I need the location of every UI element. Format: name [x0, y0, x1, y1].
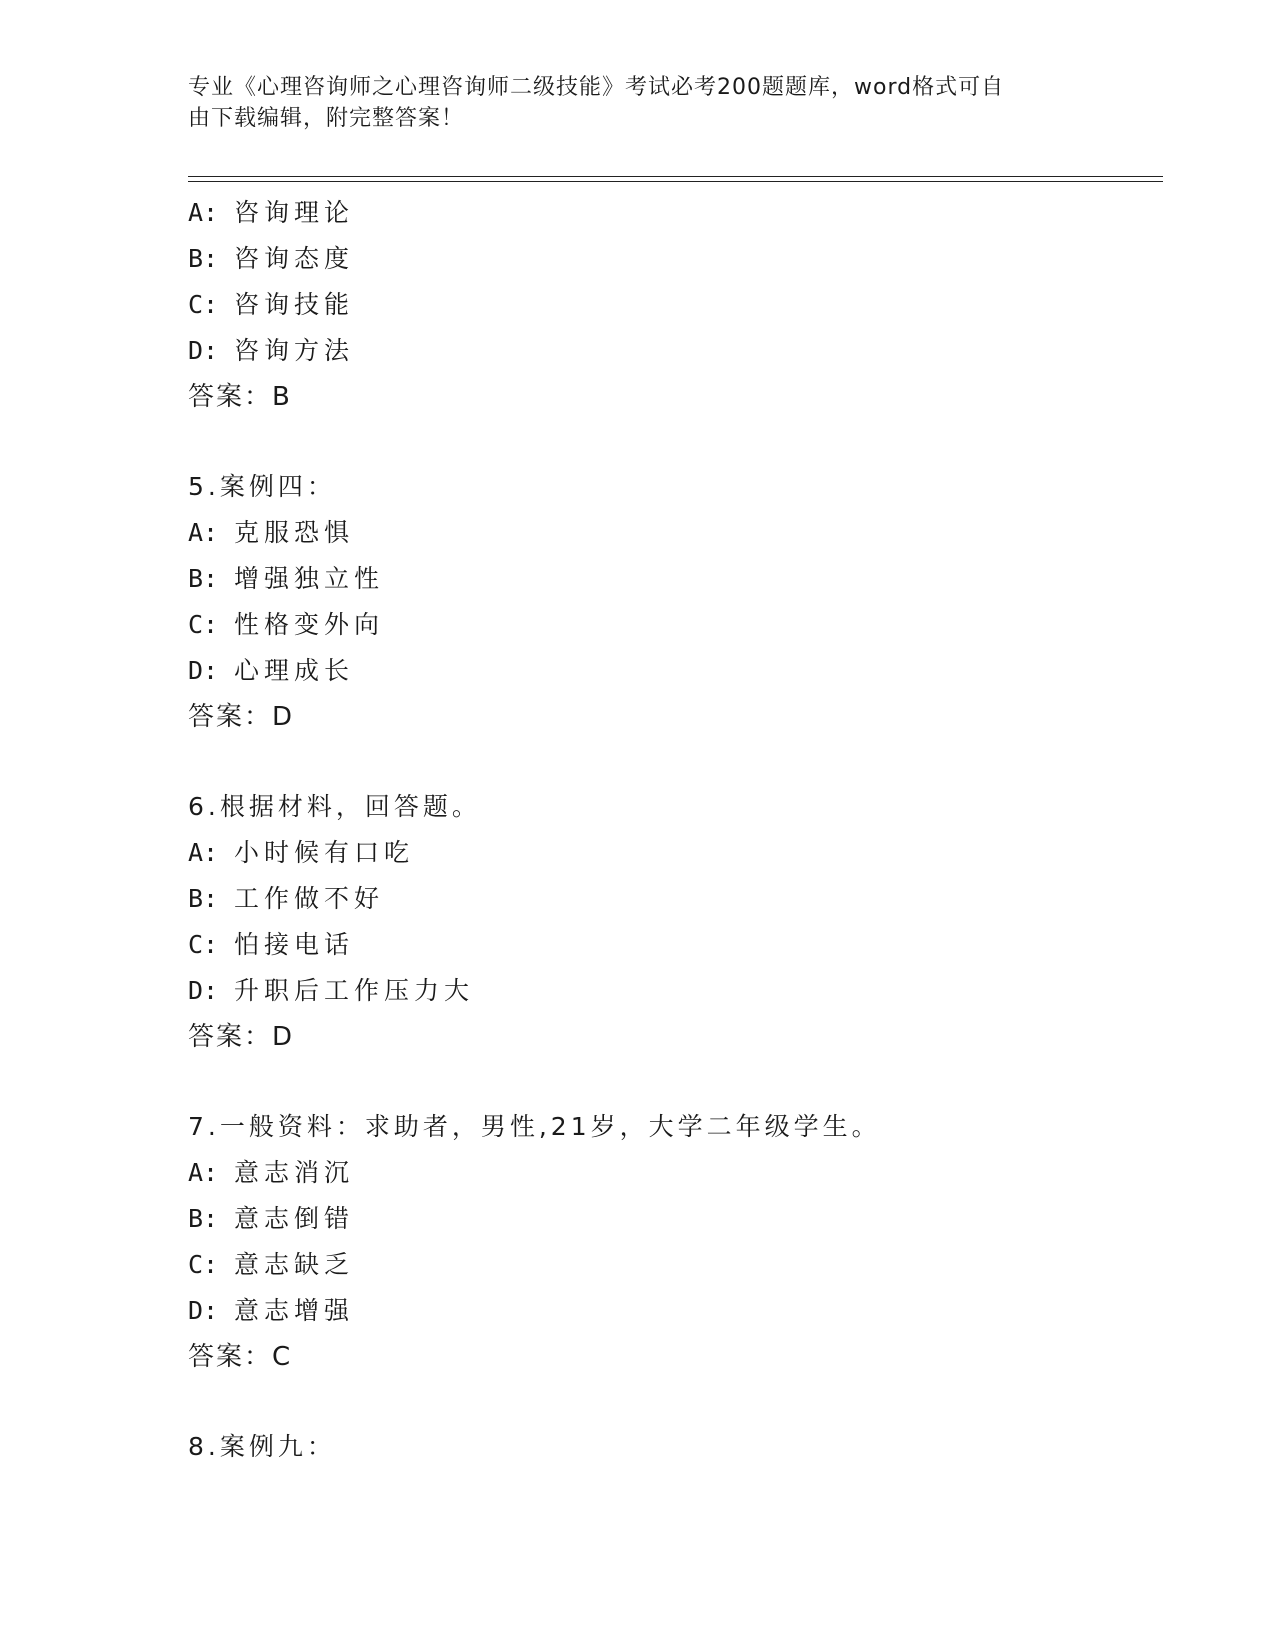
option-a: A: 咨询理论 — [188, 198, 355, 227]
header-line-1: 专业《心理咨询师之心理咨询师二级技能》考试必考200题题库，word格式可自 — [188, 75, 1005, 100]
question-block-continued — [188, 190, 1168, 420]
question-block-7 — [188, 1104, 1168, 1380]
question-title: 6.根据材料，回答题。 — [188, 792, 481, 821]
question-block-8 — [188, 1424, 1168, 1470]
question-list — [188, 190, 1168, 1470]
header-divider-bottom — [188, 181, 1163, 182]
option-a: A: 意志消沉 — [188, 1158, 355, 1187]
answer-line: 答案：C — [188, 1342, 293, 1372]
answer-line: 答案：D — [188, 702, 295, 732]
option-c: C: 怕接电话 — [188, 930, 355, 959]
option-d: D: 意志增强 — [188, 1296, 355, 1325]
option-b: B: 工作做不好 — [188, 884, 385, 913]
option-c: C: 意志缺乏 — [188, 1250, 355, 1279]
answer-line: 答案：B — [188, 382, 292, 412]
option-d: D: 咨询方法 — [188, 336, 355, 365]
option-d: D: 升职后工作压力大 — [188, 976, 475, 1005]
option-b: B: 意志倒错 — [188, 1204, 355, 1233]
question-block-6 — [188, 784, 1168, 1060]
option-c: C: 性格变外向 — [188, 610, 385, 639]
question-title: 5.案例四： — [188, 472, 336, 501]
option-d: D: 心理成长 — [188, 656, 355, 685]
question-block-5 — [188, 464, 1168, 740]
option-c: C: 咨询技能 — [188, 290, 355, 319]
option-b: B: 咨询态度 — [188, 244, 355, 273]
document-header — [188, 72, 1088, 134]
option-b: B: 增强独立性 — [188, 564, 385, 593]
option-a: A: 小时候有口吃 — [188, 838, 415, 867]
answer-line: 答案：D — [188, 1022, 295, 1052]
header-line-2: 由下载编辑，附完整答案！ — [188, 106, 465, 131]
header-divider-top — [188, 176, 1163, 177]
option-a: A: 克服恐惧 — [188, 518, 355, 547]
question-title: 7.一般资料：求助者，男性,21岁，大学二年级学生。 — [188, 1112, 881, 1141]
question-title: 8.案例九： — [188, 1432, 336, 1461]
